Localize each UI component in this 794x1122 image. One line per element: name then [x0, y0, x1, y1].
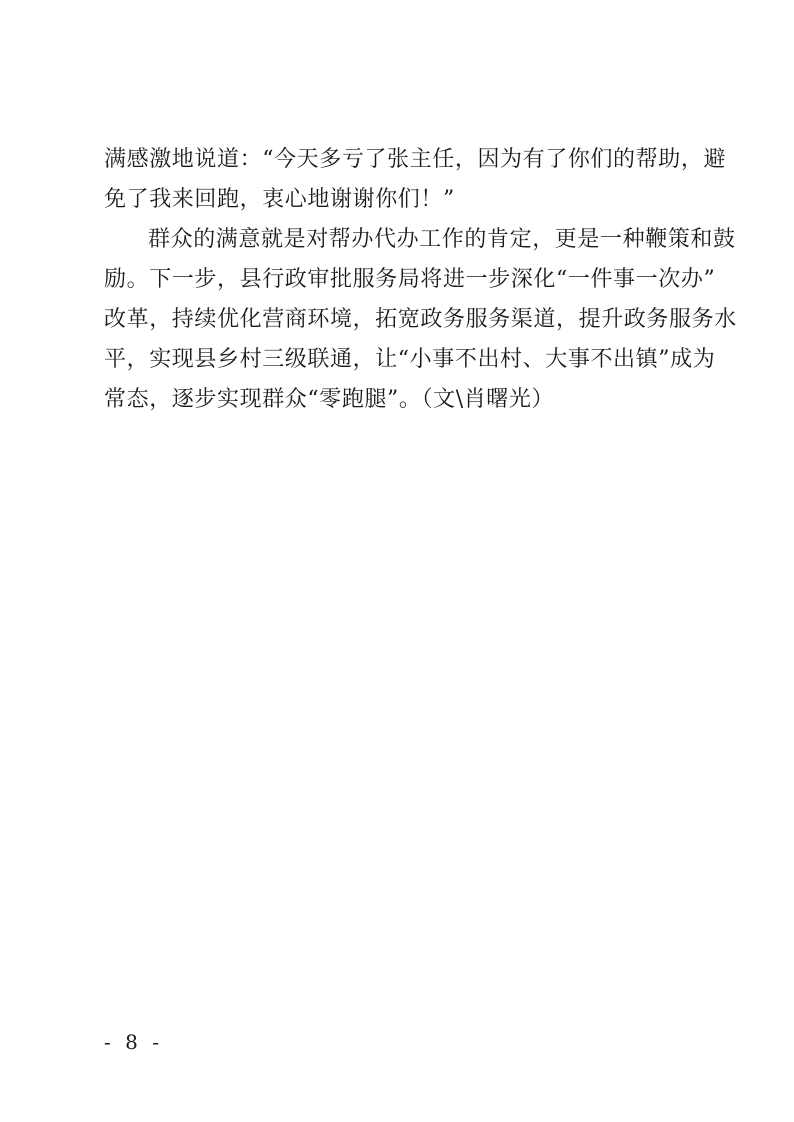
text-line: 改革，持续优化营商环境，拓宽政务服务渠道，提升政务服务水 — [104, 307, 737, 332]
text-line: 群众的满意就是对帮办代办工作的肯定，更是一种鞭策和鼓 — [148, 227, 736, 252]
text-line: 平，实现县乡村三级联通，让“小事不出村、大事不出镇”成为 — [104, 347, 716, 372]
paragraph-1 — [104, 140, 727, 220]
text-line: 满感激地说道：“今天多亏了张主任，因为有了你们的帮助，避 — [104, 147, 727, 172]
text-line: 励。下一步，县行政审批服务局将进一步深化“一件事一次办” — [104, 267, 716, 292]
body-text — [104, 140, 737, 420]
page-number: - 8 - — [104, 1030, 163, 1054]
paragraph-2 — [104, 220, 737, 420]
text-line: 常态，逐步实现群众“零跑腿”。（文\肖曙光） — [104, 387, 555, 412]
text-line: 免了我来回跑，衷心地谢谢你们！” — [104, 187, 455, 212]
